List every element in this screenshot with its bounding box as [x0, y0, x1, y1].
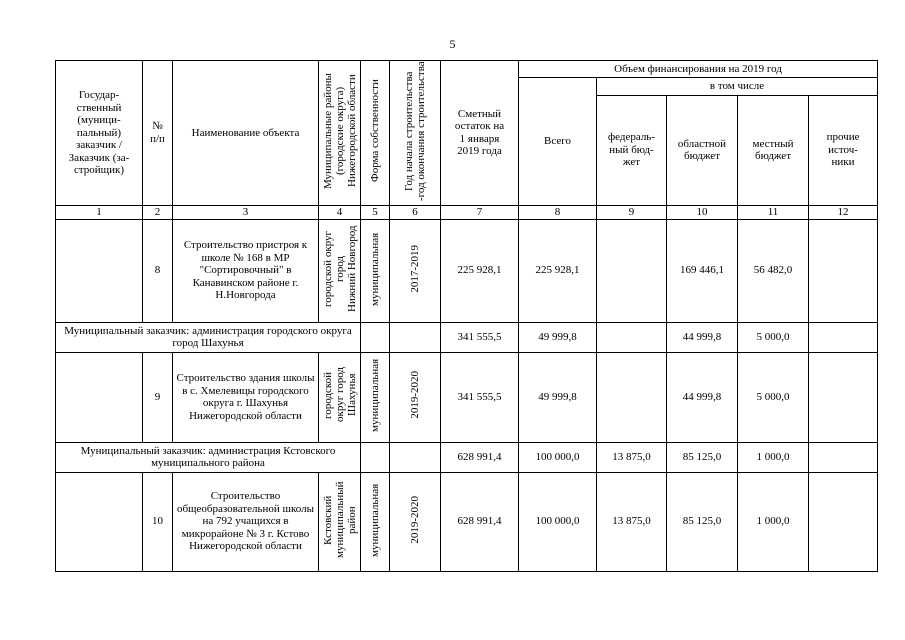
federal-value: 13 875,0 — [597, 442, 667, 472]
financing-table — [55, 60, 878, 572]
customer-cell — [56, 472, 143, 571]
col-number: 6 — [390, 205, 441, 219]
customer-label: Муниципальный заказчик: администрация Кстовского муниципального района — [56, 442, 361, 472]
district: городской округ город Шахунья — [319, 352, 361, 442]
other-value — [809, 472, 878, 571]
empty-cell — [390, 322, 441, 352]
header-total: Всего — [519, 78, 597, 206]
customer-row — [56, 322, 878, 352]
ownership: муниципальная — [361, 219, 390, 322]
row-number: 8 — [143, 219, 173, 322]
regional-value: 85 125,0 — [667, 472, 738, 571]
local-value: 1 000,0 — [738, 442, 809, 472]
empty-cell — [361, 322, 390, 352]
remaining-value: 628 991,4 — [441, 472, 519, 571]
federal-value — [597, 219, 667, 322]
empty-cell — [361, 442, 390, 472]
total-value: 100 000,0 — [519, 472, 597, 571]
remaining-value: 341 555,5 — [441, 352, 519, 442]
empty-cell — [390, 442, 441, 472]
col-number: 12 — [809, 205, 878, 219]
col-number: 11 — [738, 205, 809, 219]
total-value: 100 000,0 — [519, 442, 597, 472]
federal-value — [597, 352, 667, 442]
col-number: 4 — [319, 205, 361, 219]
remaining-value: 628 991,4 — [441, 442, 519, 472]
regional-value: 169 446,1 — [667, 219, 738, 322]
header-remaining: Сметный остаток на 1 января 2019 года — [441, 61, 519, 206]
ownership: муниципальная — [361, 352, 390, 442]
col-number: 5 — [361, 205, 390, 219]
col-number: 9 — [597, 205, 667, 219]
total-value: 49 999,8 — [519, 352, 597, 442]
header-no: № п/п — [143, 61, 173, 206]
col-number: 2 — [143, 205, 173, 219]
local-value: 5 000,0 — [738, 322, 809, 352]
header-other: прочие источ- ники — [809, 95, 878, 205]
district: городской округ город Нижний Новгород — [319, 219, 361, 322]
local-value: 1 000,0 — [738, 472, 809, 571]
regional-value: 44 999,8 — [667, 352, 738, 442]
remaining-value: 341 555,5 — [441, 322, 519, 352]
header-district: Муниципальные районы (городские округа) Нижегородской области — [319, 61, 361, 206]
federal-value: 13 875,0 — [597, 472, 667, 571]
header-ownership: Форма собственности — [361, 61, 390, 206]
col-number: 1 — [56, 205, 143, 219]
header-regional: областной бюджет — [667, 95, 738, 205]
header-federal: федераль- ный бюд- жет — [597, 95, 667, 205]
regional-value: 44 999,8 — [667, 322, 738, 352]
total-value: 49 999,8 — [519, 322, 597, 352]
customer-cell — [56, 219, 143, 322]
customer-label: Муниципальный заказчик: администрация городского округа город Шахунья — [56, 322, 361, 352]
row-number: 10 — [143, 472, 173, 571]
header-including: в том числе — [597, 78, 878, 96]
table-row — [56, 219, 878, 322]
other-value — [809, 352, 878, 442]
col-number: 8 — [519, 205, 597, 219]
other-value — [809, 219, 878, 322]
page-number: 5 — [449, 37, 456, 51]
header-customer: Государ- ственный (муници- пальный) заказчик / Заказчик (за- стройщик) — [56, 61, 143, 206]
header-funding: Объем финансирования на 2019 год — [519, 61, 878, 78]
regional-value: 85 125,0 — [667, 442, 738, 472]
row-number: 9 — [143, 352, 173, 442]
district: Кстовский муниципальный район — [319, 472, 361, 571]
remaining-value: 225 928,1 — [441, 219, 519, 322]
years: 2019-2020 — [390, 352, 441, 442]
federal-value — [597, 322, 667, 352]
col-number: 10 — [667, 205, 738, 219]
customer-cell — [56, 352, 143, 442]
col-number: 3 — [173, 205, 319, 219]
other-value — [809, 322, 878, 352]
total-value: 225 928,1 — [519, 219, 597, 322]
table-row — [56, 352, 878, 442]
object-name: Строительство пристроя к школе № 168 в МР "Сортировочный" в Канавинском районе г. Н.Новгорода — [173, 219, 319, 322]
column-numbers-row — [56, 205, 878, 219]
ownership: муниципальная — [361, 472, 390, 571]
local-value: 56 482,0 — [738, 219, 809, 322]
header-local: местный бюджет — [738, 95, 809, 205]
table-row — [56, 472, 878, 571]
other-value — [809, 442, 878, 472]
customer-row — [56, 442, 878, 472]
col-number: 7 — [441, 205, 519, 219]
years: 2019-2020 — [390, 472, 441, 571]
years: 2017-2019 — [390, 219, 441, 322]
header-object-name: Наименование объекта — [173, 61, 319, 206]
header-years: Год начала строительства -год окончания строительства — [390, 61, 441, 206]
object-name: Строительство здания школы в с. Хмелевицы городского округа г. Шахунья Нижегородской области — [173, 352, 319, 442]
object-name: Строительство общеобразовательной школы на 792 учащихся в микрорайоне № 3 г. Кстово Нижегородской области — [173, 472, 319, 571]
local-value: 5 000,0 — [738, 352, 809, 442]
